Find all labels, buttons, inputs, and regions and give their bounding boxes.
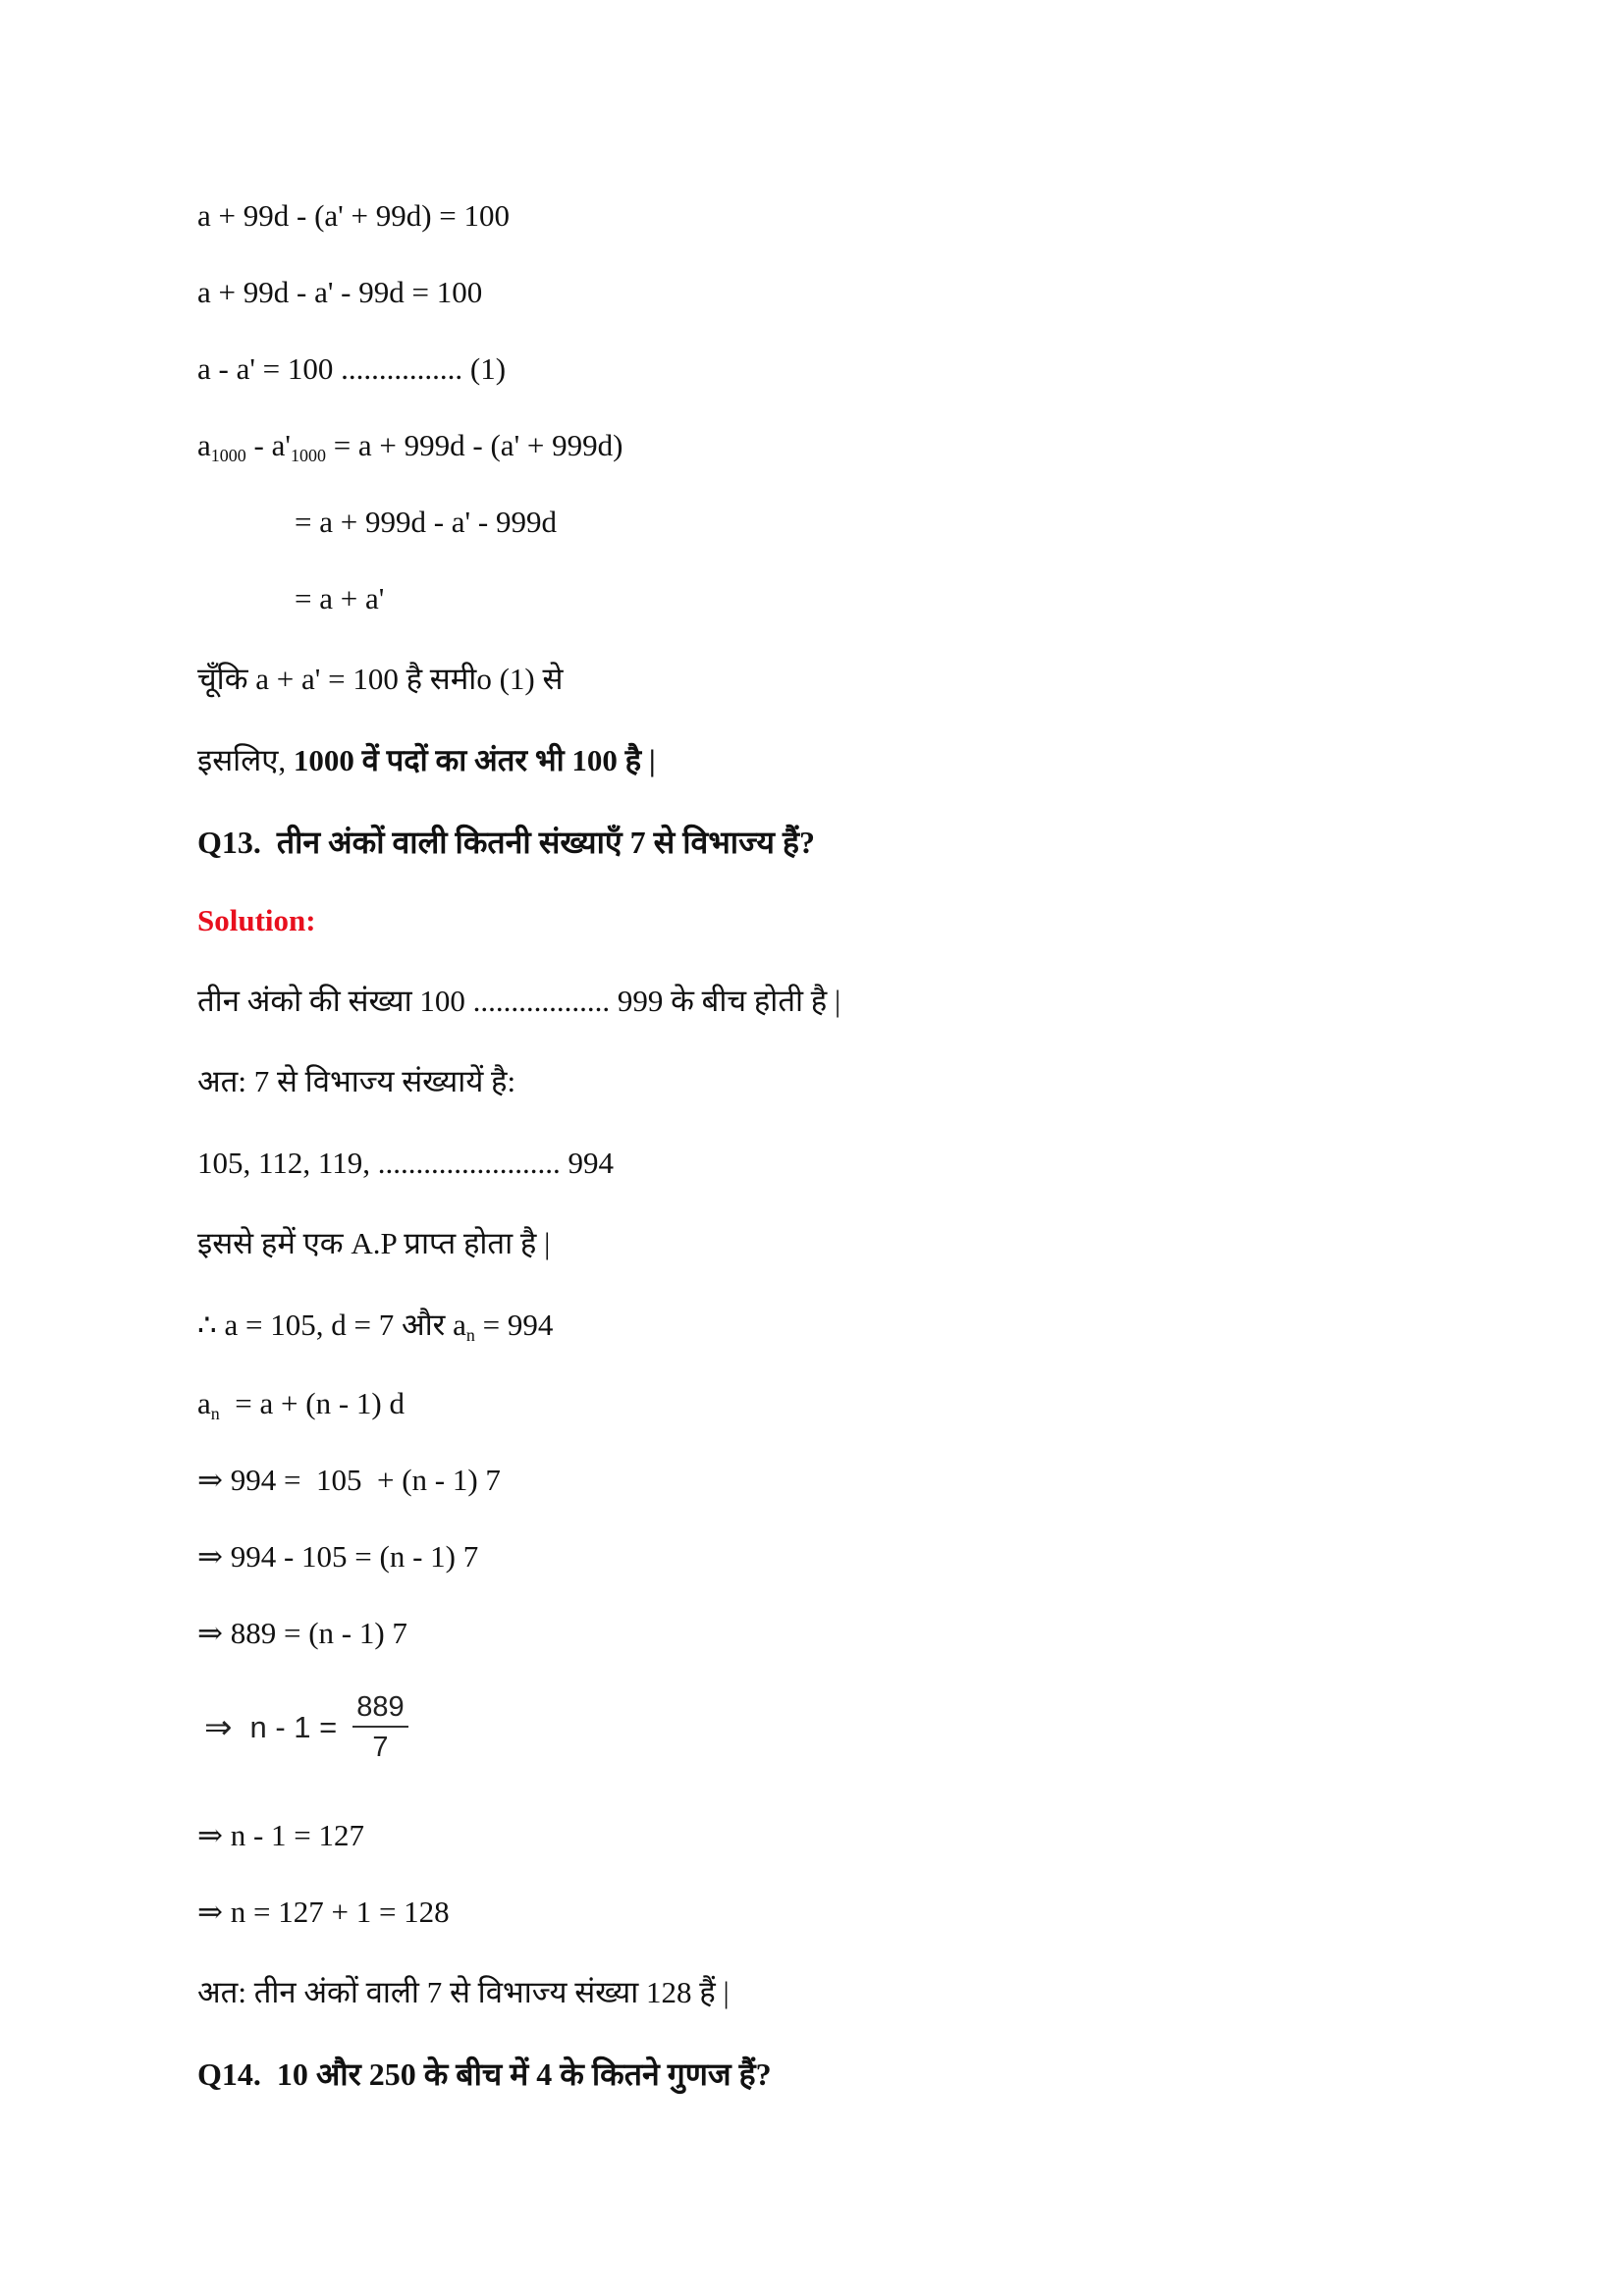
implies-arrow-icon: ⇒ — [204, 1708, 233, 1747]
equation-line: a + 99d - a' - 99d = 100 — [197, 275, 483, 309]
formula-prefix: a — [197, 1386, 211, 1420]
derivation-step: ⇒ 994 = 105 + (n - 1) 7 — [197, 1463, 501, 1497]
term-a-prime: - a' — [245, 428, 291, 462]
subscript: n — [465, 1325, 475, 1345]
conclusion-line — [197, 741, 656, 780]
question-heading-q13 — [197, 823, 815, 862]
question-text: तीन अंकों वाली कितनी संख्याएँ 7 से विभाज्य हैं? — [276, 825, 815, 860]
equation-rest: = a + 999d - (a' + 999d) — [325, 428, 623, 462]
subscript: 1000 — [290, 446, 326, 465]
question-heading-q14 — [197, 2055, 772, 2094]
formula-line — [197, 1384, 405, 1423]
solution-step: तीन अंको की संख्या 100 .................. 999 के बीच होती है | — [197, 984, 841, 1018]
derivation-step: ⇒ n = 127 + 1 = 128 — [197, 1895, 450, 1929]
given-prefix: ∴ a = 105, d = 7 और a — [197, 1308, 466, 1342]
equation-line: = a + 999d - a' - 999d — [295, 505, 557, 539]
final-answer: अत: तीन अंकों वाली 7 से विभाज्य संख्या 128 हैं | — [197, 1975, 730, 2009]
fraction-lhs: n - 1 = — [249, 1710, 338, 1744]
fraction-equation — [204, 1683, 408, 1772]
fraction-numerator: 889 — [352, 1690, 407, 1728]
derivation-step: ⇒ 889 = (n - 1) 7 — [197, 1616, 407, 1650]
derivation-step: ⇒ 994 - 105 = (n - 1) 7 — [197, 1539, 479, 1574]
given-suffix: = 994 — [474, 1308, 554, 1342]
derivation-step: ⇒ n - 1 = 127 — [197, 1818, 365, 1852]
formula-suffix: = a + (n - 1) d — [219, 1386, 405, 1420]
conclusion-bold: 1000 वें पदों का अंतर भी 100 है | — [293, 743, 656, 777]
question-text: 10 और 250 के बीच में 4 के कितने गुणज हैं? — [276, 2056, 772, 2092]
conclusion-prefix: इसलिए, — [197, 743, 294, 777]
solution-label: Solution: — [197, 903, 316, 937]
equation-line-subscript — [197, 426, 622, 465]
fraction-denominator: 7 — [372, 1732, 389, 1763]
question-label: Q13. — [197, 825, 261, 860]
fraction — [352, 1690, 407, 1765]
given-values-line — [197, 1306, 553, 1345]
solution-step: अत: 7 से विभाज्य संख्यायें है: — [197, 1064, 516, 1098]
solution-step: 105, 112, 119, ........................ 994 — [197, 1146, 614, 1180]
question-label: Q14. — [197, 2056, 261, 2092]
subscript: n — [210, 1404, 220, 1423]
subscript: 1000 — [210, 446, 246, 465]
equation-line: a + 99d - (a' + 99d) = 100 — [197, 198, 511, 233]
equation-line: = a + a' — [295, 581, 385, 615]
solution-step: इससे हमें एक A.P प्राप्त होता है | — [197, 1226, 551, 1260]
text-line: चूँकि a + a' = 100 है समीo (1) से — [197, 662, 564, 696]
equation-line: a - a' = 100 ................ (1) — [197, 351, 507, 386]
term-a: a — [197, 428, 211, 462]
